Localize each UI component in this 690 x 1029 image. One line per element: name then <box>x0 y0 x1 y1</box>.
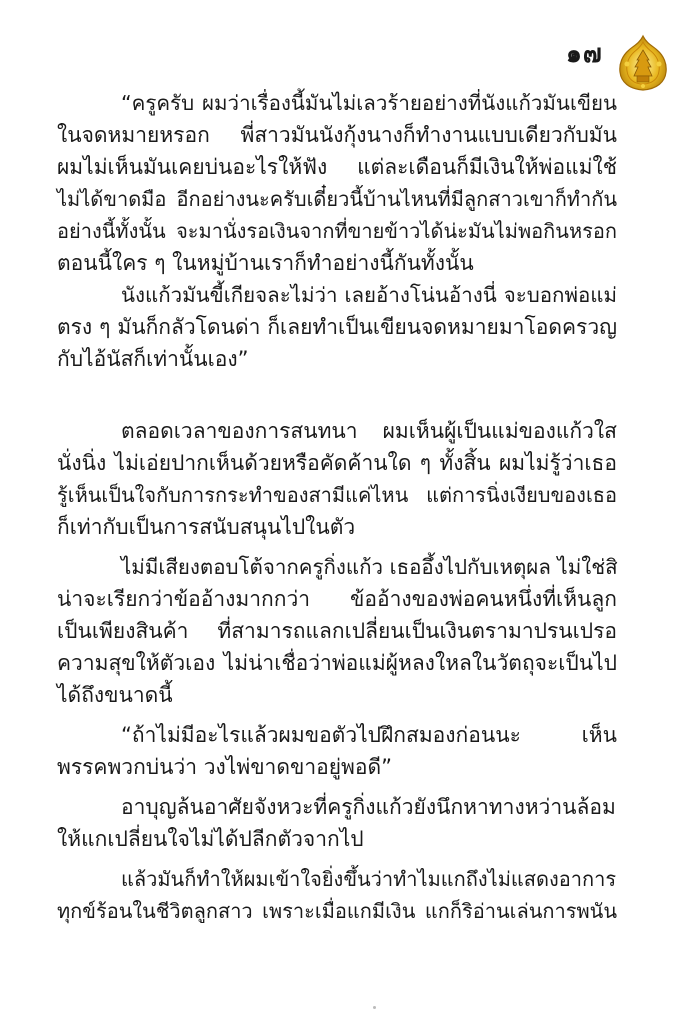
text-line: แล้วมันก็ทำให้ผมเข้าใจยิ่งขึ้นว่าทำไมแกถึงไม่แสดงอาการ <box>121 867 617 891</box>
text-line: ตลอดเวลาของการสนทนา ผมเห็นผู้เป็นแม่ของแก้วใส <box>121 419 617 443</box>
text-line: เป็นเพียงสินค้า ที่สามารถแลกเปลี่ยนเป็นเงินตรามาปรนเปรอ <box>57 619 617 643</box>
golden-shrine-emblem-icon <box>617 34 669 92</box>
text-line: ความสุขให้ตัวเอง ไม่น่าเชื่อว่าพ่อแม่ผู้หลงใหลในวัตถุจะเป็นไป <box>57 651 617 675</box>
text-line: กับไอ้นัสก็เท่านั้นเอง” <box>57 347 249 371</box>
text-line: พรรคพวกบ่นว่า วงไพ่ขาดขาอยู่พอดี” <box>57 755 393 779</box>
page-number: ๑๗ <box>566 39 603 68</box>
text-line: รู้เห็นเป็นใจกับการกระทำของสามีแค่ไหน แต่การนิ่งเงียบของเธอ <box>57 483 617 507</box>
text-line: อาบุญล้นอาศัยจังหวะที่ครูกิ่งแก้วยังนึกหาทางหว่านล้อม <box>121 795 616 819</box>
text-line: ตรง ๆ มันก็กลัวโดนด่า ก็เลยทำเป็นเขียนจดหมายมาโอดครวญ <box>57 315 617 339</box>
text-line: “ครูครับ ผมว่าเรื่องนี้มันไม่เลวร้ายอย่างที่นังแก้วมันเขียน <box>121 91 617 115</box>
text-line: ผมไม่เห็นมันเคยบ่นอะไรให้ฟัง แต่ละเดือนก็มีเงินให้พ่อแม่ใช้ <box>57 155 617 179</box>
print-speck <box>373 1006 376 1009</box>
text-line: นั่งนิ่ง ไม่เอ่ยปากเห็นด้วยหรือคัดค้านใด ๆ ทั้งสิ้น ผมไม่รู้ว่าเธอ <box>57 451 617 475</box>
text-line: “ถ้าไม่มีอะไรแล้วผมขอตัวไปฝึกสมองก่อนนะ เห็น <box>121 723 617 747</box>
text-line: ไม่มีเสียงตอบโต้จากครูกิ่งแก้ว เธออึ้งไปกับเหตุผล ไม่ใช่สิ <box>121 555 618 579</box>
text-line: นังแก้วมันขี้เกียจละไม่ว่า เลยอ้างโน่นอ้างนี่ จะบอกพ่อแม่ <box>121 283 617 307</box>
text-line: ได้ถึงขนาดนี้ <box>57 683 173 707</box>
text-line: ให้แกเปลี่ยนใจไม่ได้ปลีกตัวจากไป <box>57 827 364 851</box>
text-line: ไม่ได้ขาดมือ อีกอย่างนะครับเดี๋ยวนี้บ้านไหนที่มีลูกสาวเขาก็ทำกัน <box>57 187 617 211</box>
text-line: น่าจะเรียกว่าข้ออ้างมากกว่า ข้ออ้างของพ่อคนหนึ่งที่เห็นลูก <box>57 587 617 611</box>
text-line: ทุกข์ร้อนในชีวิตลูกสาว เพราะเมื่อแกมีเงิน แกก็ริอ่านเล่นการพนัน <box>57 899 617 923</box>
text-line: อย่างนี้ทั้งนั้น จะมานั่งรอเงินจากที่ขายข้าวได้น่ะมันไม่พอกินหรอก <box>57 219 617 243</box>
text-line: ก็เท่ากับเป็นการสนับสนุนไปในตัว <box>57 515 356 539</box>
text-line: ในจดหมายหรอก พี่สาวมันนังกุ้งนางก็ทำงานแบบเดียวกับมัน <box>57 123 617 147</box>
text-line: ตอนนี้ใคร ๆ ในหมู่บ้านเราก็ทำอย่างนี้กันทั้งนั้น <box>57 251 474 275</box>
